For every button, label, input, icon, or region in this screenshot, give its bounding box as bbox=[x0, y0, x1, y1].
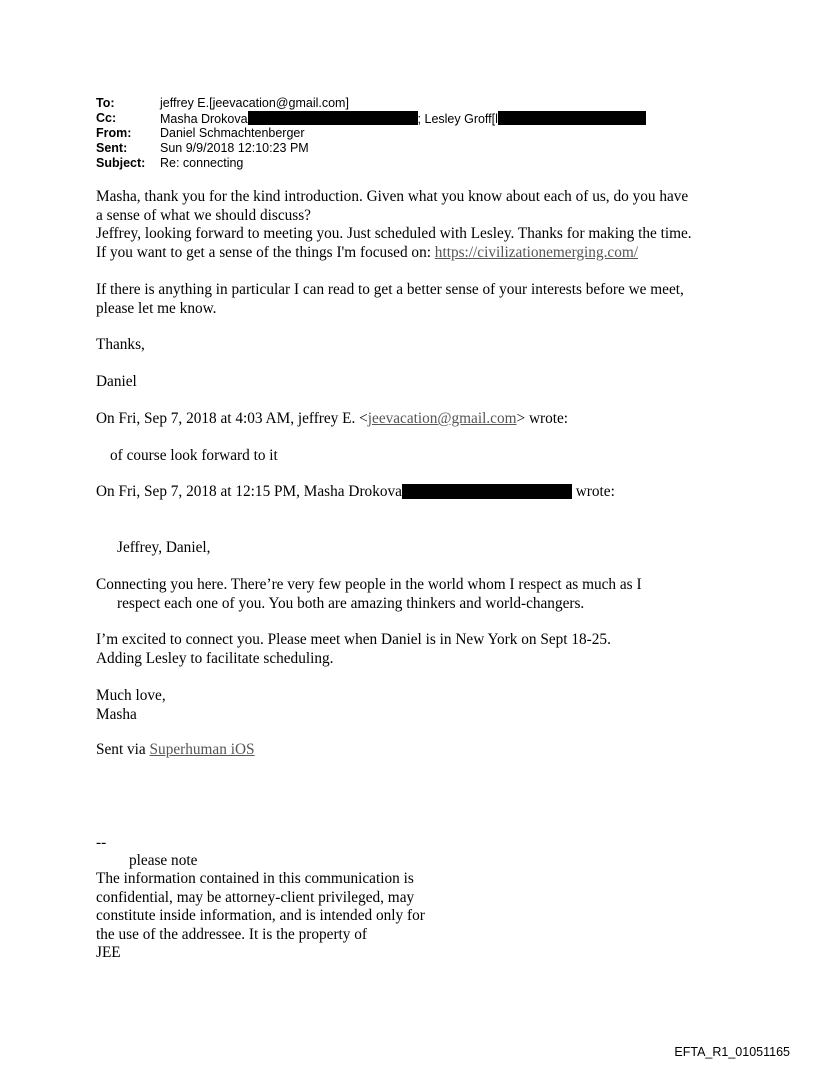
text-line: Jeffrey, looking forward to meeting you. Just scheduled with Lesley. Thanks for making the time. bbox=[96, 225, 692, 242]
cc-name-1: Masha Drokova bbox=[160, 112, 248, 126]
quote-body-1: of course look forward to it bbox=[110, 447, 278, 464]
disclaimer bbox=[96, 870, 425, 963]
body-paragraph-2 bbox=[96, 281, 684, 318]
from-value: Daniel Schmachtenberger bbox=[160, 126, 305, 140]
subject-value: Re: connecting bbox=[160, 156, 244, 170]
text-span: wrote: bbox=[571, 483, 615, 500]
quote-header-2 bbox=[96, 483, 615, 502]
text-line: Much love, bbox=[96, 687, 166, 704]
cc-label: Cc: bbox=[96, 111, 117, 125]
text-line: please let me know. bbox=[96, 299, 217, 317]
to-value: jeffrey E.[jeevacation@gmail.com] bbox=[160, 96, 349, 110]
quote-closing bbox=[96, 687, 166, 724]
text-line: Connecting you here. There’re very few people in the world whom I respect as much as I bbox=[96, 576, 642, 593]
superhuman-link[interactable]: Superhuman iOS bbox=[149, 741, 255, 758]
text-line: Adding Lesley to facilitate scheduling. bbox=[96, 649, 334, 667]
text-line: confidential, may be attorney-client privileged, may bbox=[96, 888, 415, 906]
text-line: respect each one of you. You both are amazing thinkers and world-changers. bbox=[117, 594, 585, 612]
sent-label: Sent: bbox=[96, 141, 128, 155]
text-line: Masha bbox=[96, 705, 137, 723]
text-line: The information contained in this communication is bbox=[96, 870, 414, 887]
redaction-box bbox=[248, 111, 418, 125]
text-span: On Fri, Sep 7, 2018 at 12:15 PM, Masha Drokova bbox=[96, 483, 402, 500]
email-link[interactable]: jeevacation@gmail.com bbox=[367, 410, 517, 427]
sent-value: Sun 9/9/2018 12:10:23 PM bbox=[160, 141, 309, 155]
text-line: Masha, thank you for the kind introduction. Given what you know about each of us, do you have bbox=[96, 188, 689, 205]
text-span: > wrote: bbox=[516, 410, 569, 427]
text-line: I’m excited to connect you. Please meet when Daniel is in New York on Sept 18-25. bbox=[96, 631, 611, 648]
text-line: JEE bbox=[96, 944, 121, 961]
body-paragraph-1 bbox=[96, 188, 692, 262]
website-link[interactable]: https://civilizationemerging.com/ bbox=[434, 243, 639, 261]
text-span: On Fri, Sep 7, 2018 at 4:03 AM, jeffrey E. < bbox=[96, 410, 368, 427]
sent-via-line bbox=[96, 741, 255, 760]
to-label: To: bbox=[96, 96, 115, 110]
redaction-box bbox=[498, 111, 646, 125]
text-span: If you want to get a sense of the things I'm focused on: bbox=[96, 243, 435, 261]
cc-value bbox=[160, 111, 646, 127]
quote-paragraph-1 bbox=[96, 576, 642, 613]
text-line: the use of the addressee. It is the property of bbox=[96, 925, 368, 943]
cc-separator: ; Lesley Groff[l bbox=[417, 112, 498, 126]
redaction-box bbox=[402, 484, 572, 499]
quote-paragraph-2 bbox=[96, 631, 611, 668]
bates-number: EFTA_R1_01051165 bbox=[674, 1045, 790, 1059]
text-line: constitute inside information, and is intended only for bbox=[96, 907, 425, 924]
text-line: a sense of what we should discuss? bbox=[96, 206, 311, 224]
text-line bbox=[96, 244, 692, 263]
please-note: please note bbox=[129, 852, 198, 869]
quote-header-1 bbox=[96, 410, 568, 429]
text-span: Sent via bbox=[96, 741, 150, 758]
signature: Daniel bbox=[96, 373, 137, 390]
quote-greeting: Jeffrey, Daniel, bbox=[117, 539, 211, 556]
thanks-line: Thanks, bbox=[96, 336, 145, 353]
from-label: From: bbox=[96, 126, 132, 140]
signature-dash: -- bbox=[96, 834, 107, 851]
text-line: If there is anything in particular I can read to get a better sense of your interests before we meet, bbox=[96, 281, 684, 298]
subject-label: Subject: bbox=[96, 156, 146, 170]
